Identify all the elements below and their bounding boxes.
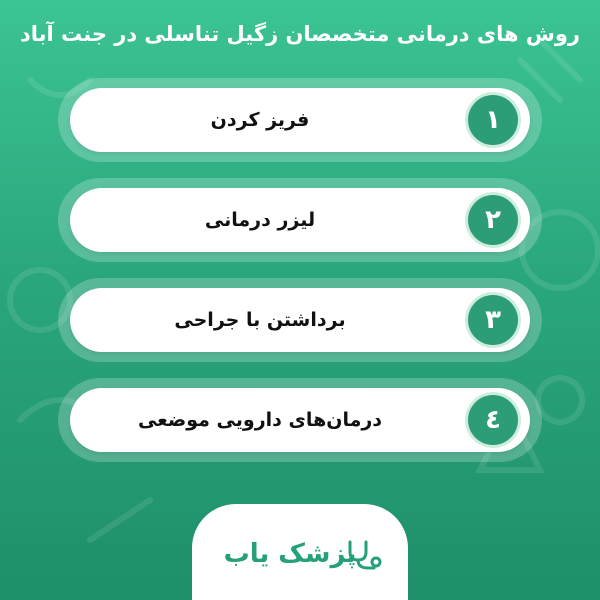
list-item [58, 378, 542, 462]
list-item [58, 178, 542, 262]
list-item [58, 278, 542, 362]
item-card [70, 88, 530, 152]
item-number: ١ [485, 105, 501, 135]
item-number: ٣ [485, 305, 501, 335]
item-card [70, 288, 530, 352]
item-label: برداشتن با جراحی [174, 309, 346, 331]
number-badge [468, 395, 518, 445]
number-badge [468, 295, 518, 345]
list-item [58, 78, 542, 162]
number-badge [468, 195, 518, 245]
item-card [70, 388, 530, 452]
item-label: فریز کردن [210, 109, 310, 131]
stethoscope-icon [344, 538, 382, 570]
logo-text: پزشک یاب [223, 539, 357, 569]
item-label: لیزر درمانی [204, 209, 316, 231]
logo [192, 504, 408, 600]
number-badge [468, 95, 518, 145]
item-number: ٤ [485, 405, 501, 435]
item-label: درمان‌های دارویی موضعی [137, 409, 383, 431]
item-number: ٢ [485, 205, 501, 235]
item-card [70, 188, 530, 252]
page-title: روش های درمانی متخصصان زگیل تناسلی در جنت آباد [19, 22, 581, 46]
